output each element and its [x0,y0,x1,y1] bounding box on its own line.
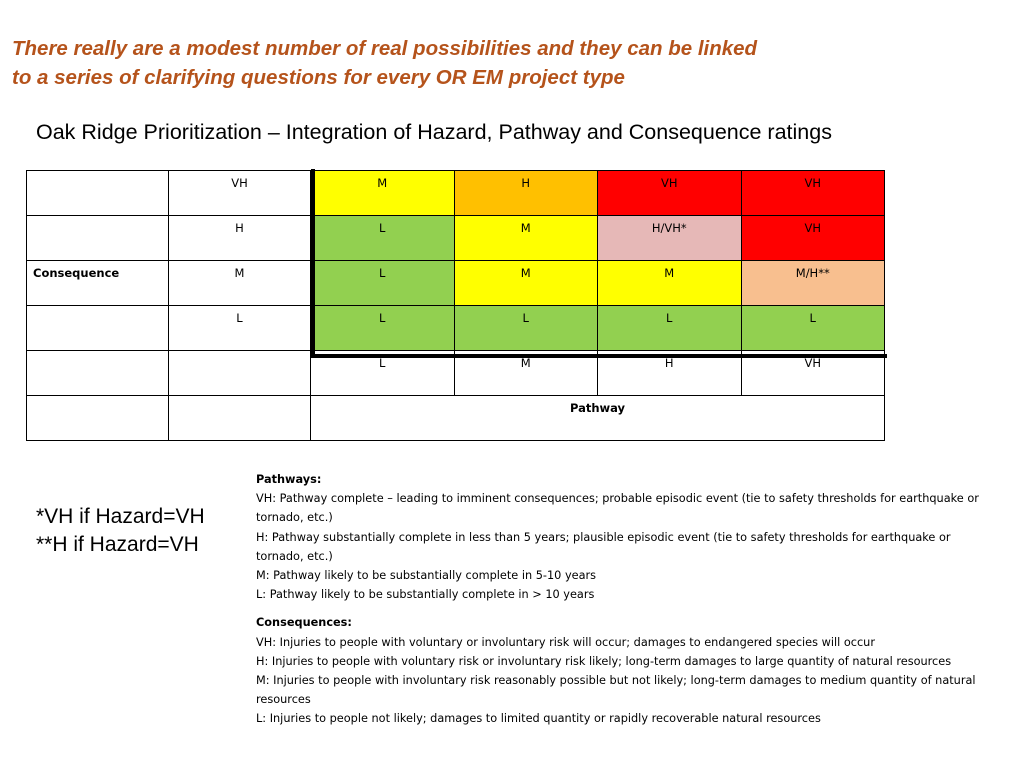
matrix-label-cell [27,216,169,261]
pathway-levels-row [27,351,885,396]
definitions [256,470,1001,738]
pathway-axis-label: Pathway [311,396,885,441]
matrix-row [27,306,885,351]
risk-rating-cell: M [454,261,598,306]
pathway-level: H [598,351,742,396]
risk-rating-cell: M [454,216,598,261]
pathway-level: L [311,351,455,396]
matrix-empty-cell [27,396,169,441]
footnote-vh: *VH if Hazard=VH [36,505,205,528]
risk-rating-cell: M [311,171,455,216]
risk-matrix-body [27,171,885,441]
consequence-axis-label: Consequence [27,261,169,306]
pathways-item: VH: Pathway complete – leading to imminent consequences; probable episodic event (tie to safety thresholds for earthquake or tornado, etc.) [256,492,979,525]
risk-rating-cell: VH [741,171,885,216]
risk-rating-cell: L [311,261,455,306]
risk-rating-cell: VH [598,171,742,216]
pathway-level: VH [741,351,885,396]
matrix-row [27,216,885,261]
risk-rating-cell: L [311,306,455,351]
risk-rating-cell: H/VH* [598,216,742,261]
consequence-level: VH [169,171,311,216]
risk-rating-cell: L [598,306,742,351]
risk-matrix [26,170,885,441]
risk-rating-cell: L [741,306,885,351]
consequences-item: L: Injuries to people not likely; damages to limited quantity or rapidly recoverable natural resources [256,712,821,726]
consequences-item: M: Injuries to people with involuntary risk reasonably possible but not likely; long-term damages to medium quantity of natural resources [256,674,976,707]
footnote-h: **H if Hazard=VH [36,533,199,556]
matrix-empty-cell [27,351,169,396]
matrix-row [27,171,885,216]
headline-line-1: There really are a modest number of real possibilities and they can be linked [12,37,758,60]
consequences-definitions [256,613,1001,728]
risk-rating-cell: L [311,216,455,261]
pathways-definitions [256,470,1001,604]
matrix-empty-cell [169,351,311,396]
pathways-item: M: Pathway likely to be substantially complete in 5-10 years [256,569,597,583]
consequence-level: L [169,306,311,351]
consequences-heading: Consequences: [256,616,352,630]
risk-rating-cell: L [454,306,598,351]
consequences-item: VH: Injuries to people with voluntary or involuntary risk will occur; damages to endangered species will occur [256,635,875,649]
consequence-level: H [169,216,311,261]
pathways-heading: Pathways: [256,473,322,486]
pathway-label-row [27,396,885,441]
risk-rating-cell: M [598,261,742,306]
matrix-label-cell [27,306,169,351]
headline-line-2: to a series of clarifying questions for every OR EM project type [12,66,625,89]
matrix-label-cell [27,171,169,216]
consequences-item: H: Injuries to people with voluntary risk or involuntary risk likely; long-term damages to large quantity of natural resources [256,654,952,668]
footnotes [36,503,205,559]
matrix-title: Oak Ridge Prioritization – Integration of Hazard, Pathway and Consequence ratings [36,120,832,144]
risk-rating-cell: H [454,171,598,216]
matrix-empty-cell [169,396,311,441]
matrix-row [27,261,885,306]
consequence-level: M [169,261,311,306]
headline [12,34,1002,92]
risk-rating-cell: M/H** [741,261,885,306]
pathways-item: H: Pathway substantially complete in less than 5 years; plausible episodic event (tie to safety thresholds for earthquake or tornado, etc.) [256,530,951,563]
risk-rating-cell: VH [741,216,885,261]
pathways-item: L: Pathway likely to be substantially complete in > 10 years [256,588,595,602]
pathway-level: M [454,351,598,396]
